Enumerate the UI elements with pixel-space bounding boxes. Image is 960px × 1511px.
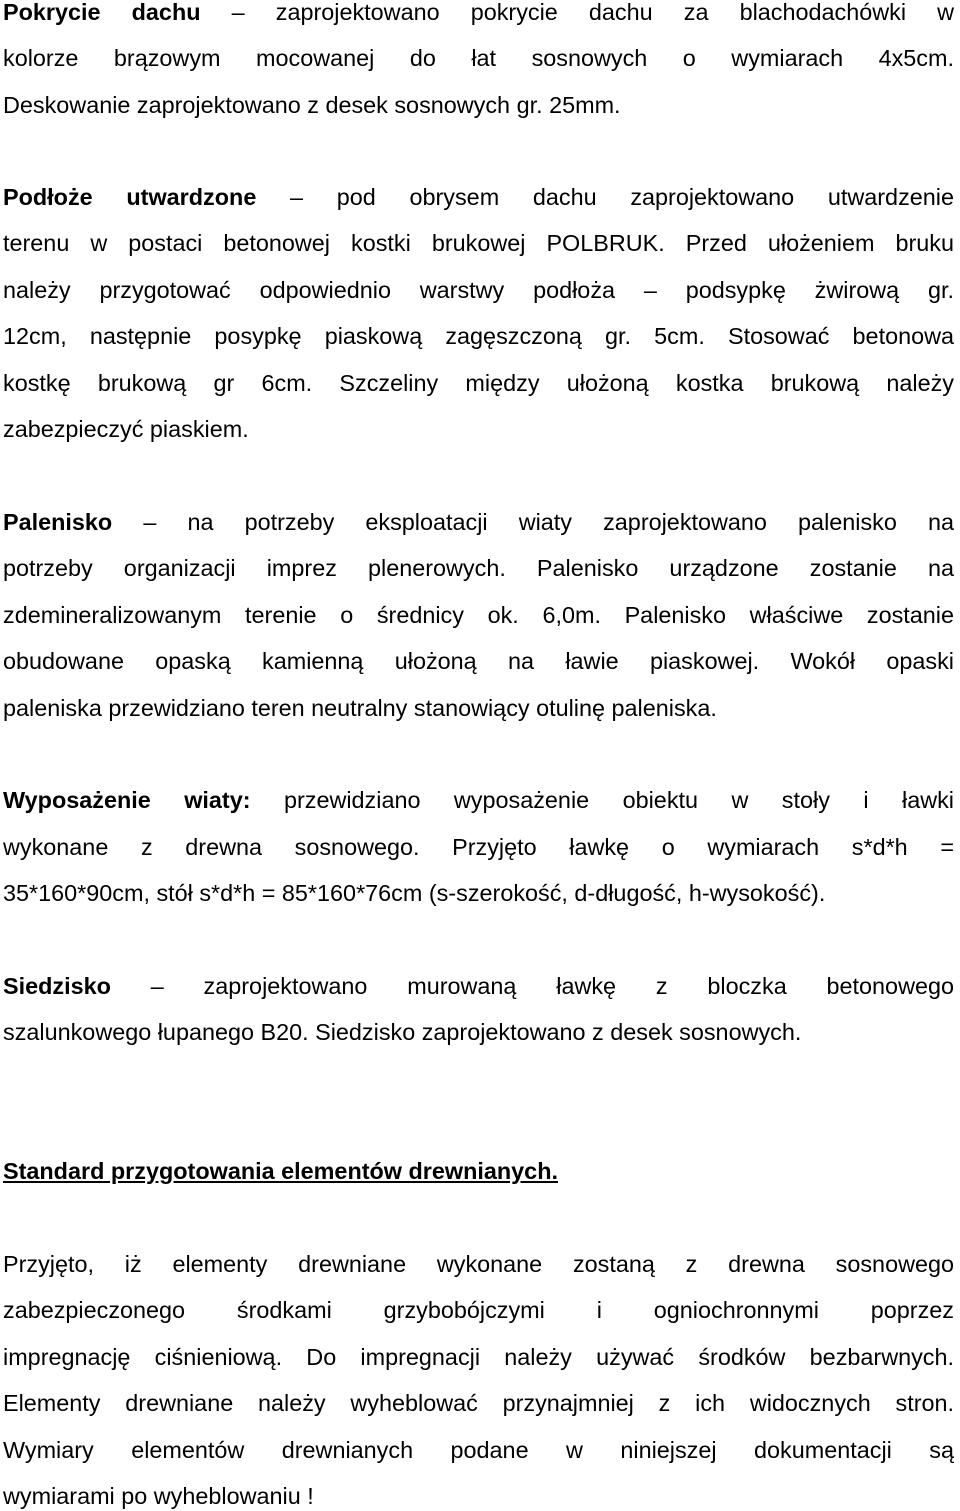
wyposazenie-line-2: wykonane z drewna sosnowego. Przyjęto ławkę o wymiarach s*d*h = — [3, 834, 954, 860]
podloze-term: Podłoże utwardzone — [3, 184, 257, 210]
wyposazenie-term: Wyposażenie wiaty: — [3, 787, 251, 813]
palenisko-line-4: obudowane opaską kamienną ułożoną na ławie piaskowej. Wokół opaski — [3, 648, 954, 674]
wyposazenie-line-1: Wyposażenie wiaty: przewidziano wyposażenie obiektu w stoły i ławki — [3, 787, 954, 813]
siedzisko-term: Siedzisko — [3, 973, 111, 999]
podloze-line-1: Podłoże utwardzone – pod obrysem dachu zaprojektowano utwardzenie — [3, 184, 954, 210]
palenisko-line-5: paleniska przewidziano teren neutralny stanowiący otulinę paleniska. — [3, 695, 717, 721]
standard-line-2: zabezpieczonego środkami grzybobójczymi i ogniochronnymi poprzez — [3, 1297, 954, 1323]
podloze-line-2: terenu w postaci betonowej kostki brukowej POLBRUK. Przed ułożeniem bruku — [3, 230, 954, 256]
pokrycie-dachu-line-2: kolorze brązowym mocowanej do łat sosnowych o wymiarach 4x5cm. — [3, 45, 954, 71]
standard-line-4: Elementy drewniane należy wyheblować przynajmniej z ich widocznych stron. — [3, 1390, 954, 1416]
section-heading: Standard przygotowania elementów drewnianych. — [3, 1158, 558, 1184]
podloze-line-3: należy przygotować odpowiednio warstwy podłoża – podsypkę żwirową gr. — [3, 277, 954, 303]
palenisko-line-3: zdemineralizowanym terenie o średnicy ok. 6,0m. Palenisko właściwe zostanie — [3, 602, 954, 628]
standard-line-3: impregnację ciśnieniową. Do impregnacji należy używać środków bezbarwnych. — [3, 1344, 954, 1370]
siedzisko-line-2: szalunkowego łupanego B20. Siedzisko zaprojektowano z desek sosnowych. — [3, 1019, 802, 1045]
wyposazenie-line-3: 35*160*90cm, stół s*d*h = 85*160*76cm (s-szerokość, d-długość, h-wysokość). — [3, 880, 826, 906]
podloze-line-5: kostkę brukową gr 6cm. Szczeliny między ułożoną kostka brukową należy — [3, 370, 954, 396]
standard-line-5: Wymiary elementów drewnianych podane w niniejszej dokumentacji są — [3, 1437, 954, 1463]
podloze-line-6: zabezpieczyć piaskiem. — [3, 416, 249, 442]
palenisko-line-1: Palenisko – na potrzeby eksploatacji wiaty zaprojektowano palenisko na — [3, 509, 954, 535]
podloze-line-4: 12cm, następnie posypkę piaskową zagęszczoną gr. 5cm. Stosować betonowa — [3, 323, 954, 349]
pokrycie-dachu-line-3: Deskowanie zaprojektowano z desek sosnowych gr. 25mm. — [3, 92, 621, 118]
siedzisko-line-1: Siedzisko – zaprojektowano murowaną ławkę z bloczka betonowego — [3, 973, 954, 999]
pokrycie-dachu-line-1: Pokrycie dachu – zaprojektowano pokrycie dachu za blachodachówki w — [3, 0, 954, 25]
standard-line-1: Przyjęto, iż elementy drewniane wykonane zostaną z drewna sosnowego — [3, 1251, 954, 1277]
palenisko-term: Palenisko — [3, 509, 113, 535]
standard-line-6: wymiarami po wyheblowaniu ! — [3, 1483, 314, 1509]
pokrycie-dachu-term: Pokrycie dachu — [3, 0, 201, 25]
palenisko-line-2: potrzeby organizacji imprez plenerowych. Palenisko urządzone zostanie na — [3, 555, 954, 581]
